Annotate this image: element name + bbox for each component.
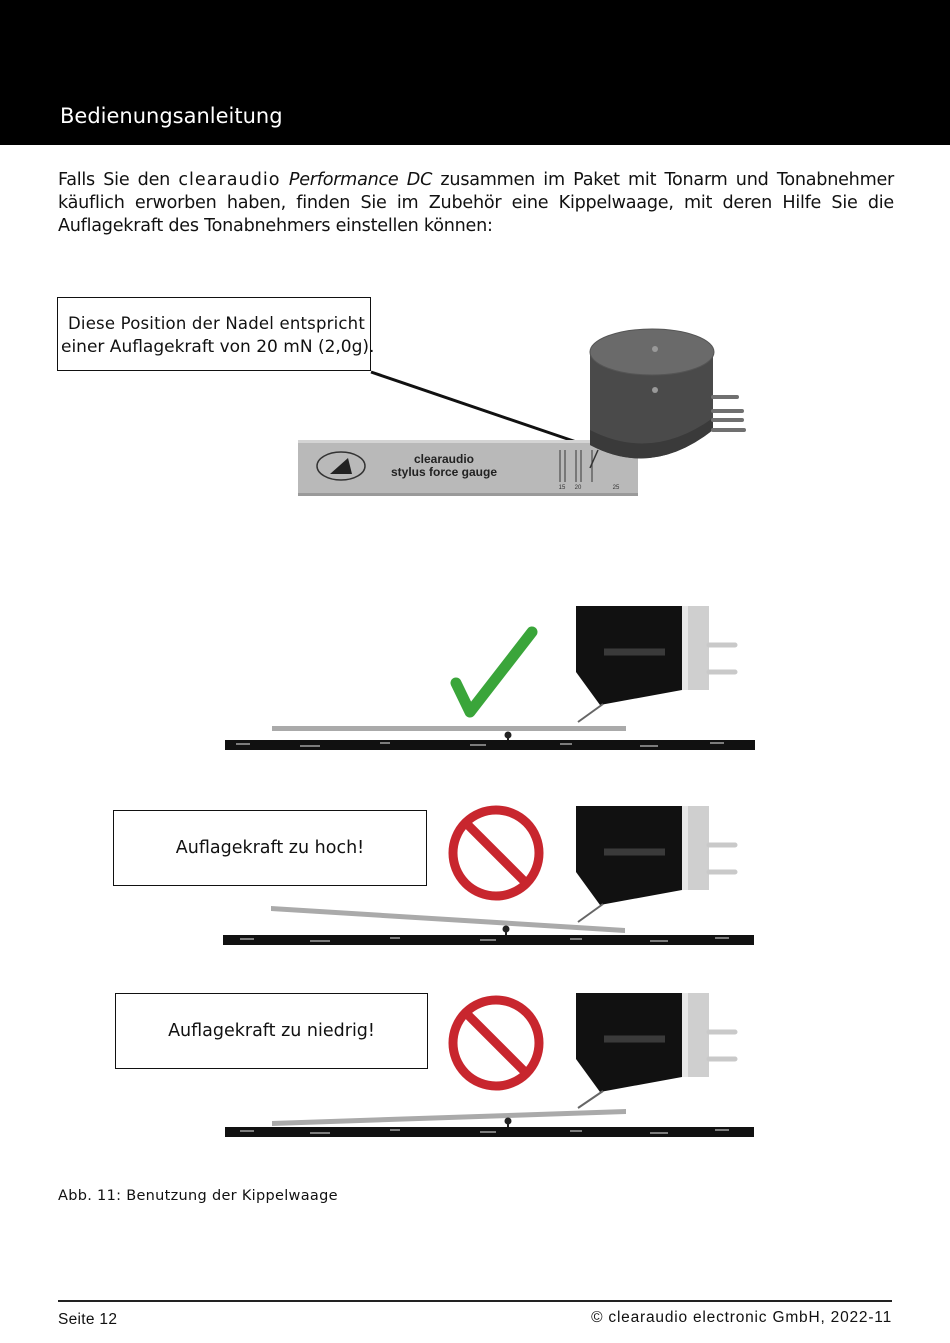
- gauge-tick-20: 20: [574, 485, 582, 491]
- balance-beam: [272, 726, 626, 731]
- intro-paragraph: [58, 169, 894, 238]
- caption-text: Benutzung der Kippelwaage: [121, 1188, 338, 1204]
- cartridge-side: [576, 993, 735, 1108]
- gauge-brand: clearaudio: [413, 452, 475, 466]
- cartridge-3d: [590, 329, 744, 468]
- callout-line-1: Diese Position der Nadel entspricht: [68, 314, 365, 333]
- intro-brand: clearaudio: [178, 170, 281, 190]
- footer-divider: [58, 1300, 892, 1302]
- warning-too-low-text: Auflagekraft zu niedrig!: [168, 1021, 375, 1041]
- warning-too-low-box: [115, 993, 428, 1069]
- diagram-correct: [0, 595, 950, 760]
- prohibited-icon: [453, 1000, 539, 1086]
- intro-prefix: Falls Sie den: [58, 170, 179, 190]
- figure-caption: [58, 1188, 338, 1204]
- balance-beam: [272, 1109, 626, 1126]
- header-title: Bedienungsanleitung: [60, 104, 283, 128]
- checkmark-icon: [456, 632, 532, 712]
- intro-rest: zusammen im Paket mit Tonarm und Tonabnehmer käuflich erworben haben, finden Sie im Zubehör eine Kippelwaage, mit deren Hilfe Sie die Auflagekraft des Tonabnehmers einstellen können:: [58, 170, 895, 236]
- page-header: [0, 0, 950, 145]
- caption-label: Abb. 11:: [58, 1188, 122, 1204]
- warning-too-high-box: [113, 810, 427, 886]
- cartridge-side: [576, 606, 735, 722]
- copyright: © clearaudio electronic GmbH, 2022-11: [591, 1309, 892, 1326]
- gauge-tick-25: 25: [612, 485, 620, 491]
- cartridge-side: [576, 806, 735, 922]
- callout-line-2: einer Auflagekraft von 20 mN (2,0g).: [61, 337, 375, 357]
- gauge-tick-15: 15: [558, 485, 566, 491]
- gauge-subtitle: stylus force gauge: [390, 465, 498, 479]
- prohibited-icon: [453, 810, 539, 896]
- intro-product: Performance DC: [288, 170, 433, 190]
- balance-beam: [271, 906, 625, 933]
- warning-too-high-text: Auflagekraft zu hoch!: [175, 838, 365, 858]
- callout-box: [57, 297, 375, 371]
- page-number: Seite 12: [58, 1311, 118, 1328]
